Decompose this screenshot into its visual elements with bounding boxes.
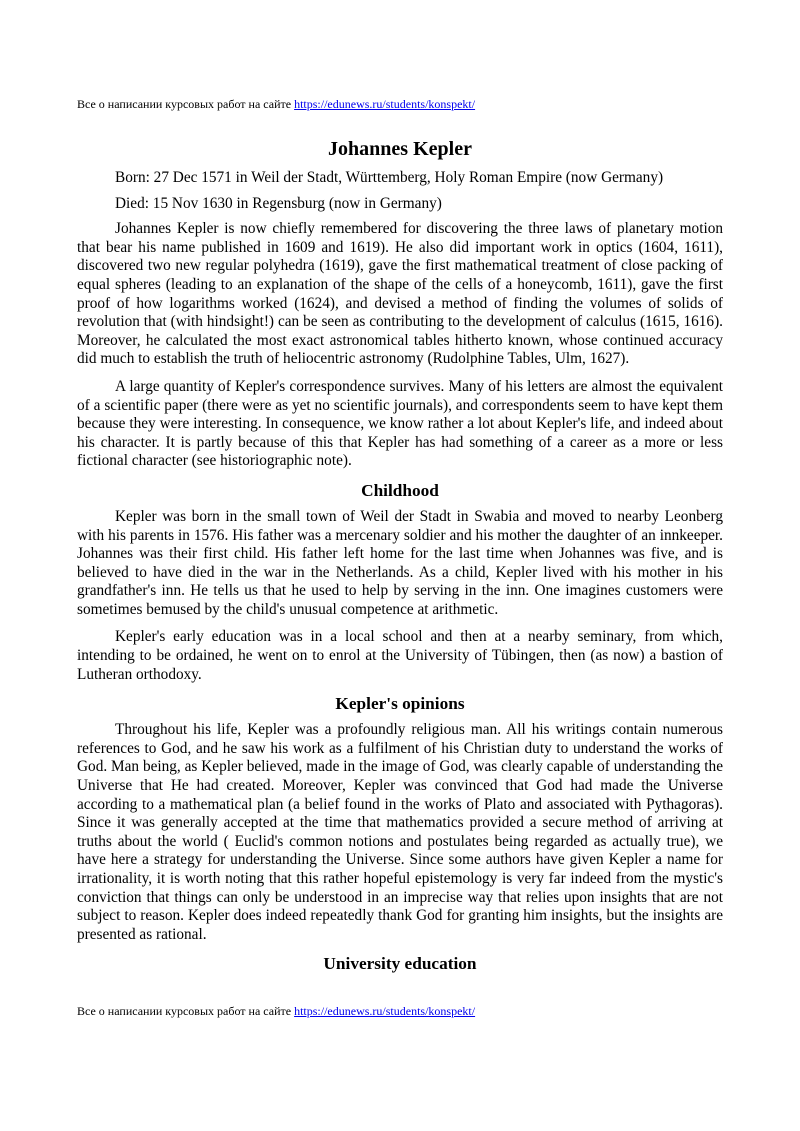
died-line: Died: 15 Nov 1630 in Regensburg (now in Germany) (115, 194, 442, 212)
footer-text: Все о написании курсовых работ на сайте (77, 1004, 292, 1018)
section-heading-childhood: Childhood (361, 480, 439, 500)
article-body (77, 136, 723, 981)
born-line: Born: 27 Dec 1571 in Weil der Stadt, Württemberg, Holy Roman Empire (now Germany) (115, 169, 664, 186)
intro-paragraph-2: A large quantity of Kepler's correspondence survives. Many of his letters are almost the equivalent of a scientific paper (there were as yet no scientific journals), and correspondents seem to have kept them because they were interesting. In consequence, we know rather a lot about Kepler's life, and indeed about his character. It is partly because of this that Kepler has had something of a career as a more or less fictional character (see historiographic note). (77, 377, 723, 470)
header-text: Все о написании курсовых работ на сайте (77, 97, 292, 111)
childhood-paragraph-1: Kepler was born in the small town of Weil der Stadt in Swabia and moved to nearby Leonberg with his parents in 1576. His father was a mercenary soldier and his mother the daughter of an innkeeper. Johannes was their first child. His father left home for the last time when Johannes was five, and is believed to have died in the war in the Netherlands. As a child, Kepler lived with his mother in his grandfather's inn. He tells us that he used to help by serving in the inn. One imagines customers were sometimes bemused by the child's unusual competence at arithmetic. (77, 507, 723, 618)
page-header (77, 96, 475, 112)
section-heading-university: University education (323, 954, 477, 974)
intro-paragraph-1: Johannes Kepler is now chiefly remembered for discovering the three laws of planetary motion that bear his name published in 1609 and 1619). He also did important work in optics (1604, 1611), discovered two new regular polyhedra (1619), gave the first mathematical treatment of close packing of equal spheres (leading to an explanation of the shape of the cells of a honeycomb, 1611), gave the first proof of how logarithms worked (1624), and devised a method of finding the volumes of solids of revolution that (with hindsight!) can be seen as contributing to the development of calculus (1615, 1616). Moreover, he calculated the most exact astronomical tables hitherto known, whose continued accuracy did much to establish the truth of heliocentric astronomy (Rudolphine Tables, Ulm, 1627). (77, 220, 723, 368)
opinions-paragraph-1: Throughout his life, Kepler was a profoundly religious man. All his writings contain numerous references to God, and he saw his work as a fulfilment of his Christian duty to understand the works of God. Man being, as Kepler believed, made in the image of God, was clearly capable of understanding the Universe that He had created. Moreover, Kepler was convinced that God had made the Universe according to a mathematical plan (a belief found in the works of Plato and associated with Pythagoras). Since it was generally accepted at the time that mathematics provided a secure method of arriving at truths about the world ( Euclid's common notions and postulates being regarded as actually true), we have here a strategy for understanding the Universe. Since some authors have given Kepler a name for irrationality, it is worth noting that this rather hopeful epistemology is very far indeed from the mystic's conviction that things can only be understood in an imprecise way that relies upon insights that are not subject to reason. Kepler does indeed repeatedly thank God for granting him insights, but the insights are presented as rational. (77, 721, 723, 943)
childhood-paragraph-2: Kepler's early education was in a local school and then at a nearby seminary, from which, intending to be ordained, he went on to enrol at the University of Tübingen, then (as now) a bastion of Lutheran orthodoxy. (77, 628, 723, 683)
page-footer (77, 1003, 475, 1019)
footer-link[interactable]: https://edunews.ru/students/konspekt/ (294, 1004, 476, 1018)
article-title: Johannes Kepler (328, 138, 472, 160)
header-link[interactable]: https://edunews.ru/students/konspekt/ (294, 97, 476, 111)
section-heading-opinions: Kepler's opinions (335, 694, 465, 714)
